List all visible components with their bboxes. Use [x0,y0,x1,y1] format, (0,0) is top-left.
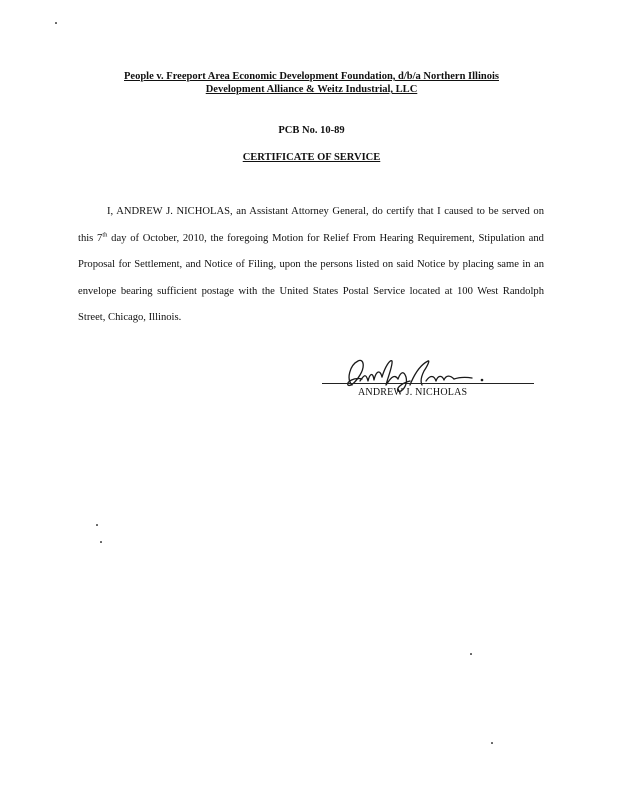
ordinal-suffix: th [102,230,108,238]
body-text-part-2: day of October, 2010, the foregoing Motion for Relief From Hearing Requirement, Stipulation and Proposal for Settlement, and Notice of Filing, upon the persons listed on said Notice by placing same in an envelope bearing sufficient postage with the United States Postal Service located at 100 West Randolph Street, Chicago, Illinois. [78,232,544,323]
scan-speck [55,22,57,24]
signer-name: ANDREW J. NICHOLAS [358,387,468,398]
case-caption-line-1: People v. Freeport Area Economic Development Foundation, d/b/a Northern Illinois [124,71,499,82]
scan-speck [491,742,493,744]
case-caption-line-2: Development Alliance & Weitz Industrial, LLC [205,84,418,95]
scan-speck [96,524,98,526]
certificate-body [78,199,544,332]
signature-block [318,355,536,405]
scan-speck [100,541,102,543]
case-number: PCB No. 10-89 [278,125,345,136]
body-text-part-1: I, ANDREW J. NICHOLAS, an Assistant Attorney General, do certify that I caused to be served on this 7 [78,206,544,244]
certificate-title: CERTIFICATE OF SERVICE [242,152,381,163]
scan-speck [470,653,472,655]
signature-line [322,383,534,384]
case-caption [60,70,563,96]
